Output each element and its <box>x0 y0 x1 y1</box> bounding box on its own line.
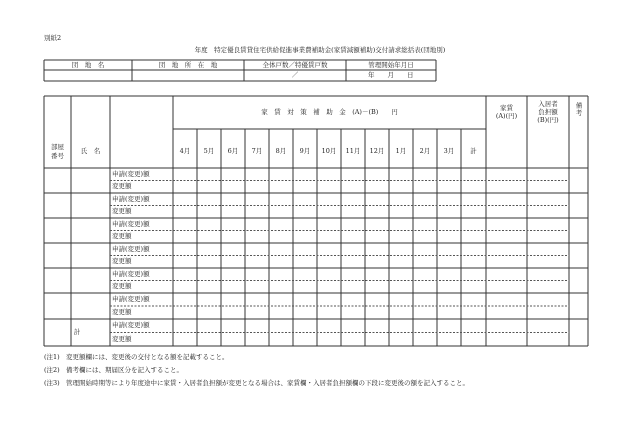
month-header: 7月 <box>251 147 263 155</box>
month-header: 1月 <box>395 147 407 155</box>
row-request-label: 申請(変更)額 <box>112 170 150 178</box>
row-change-label: 変更額 <box>112 232 132 240</box>
month-header-total: 計 <box>470 147 477 155</box>
rent-heading: 家賃 (A)(円) <box>495 104 518 121</box>
row-change-label: 変更額 <box>112 182 132 190</box>
note-1-label: (注1) <box>44 353 60 361</box>
unit-count-slash: ／ <box>291 71 299 79</box>
tenant-name-heading: 氏 名 <box>80 147 101 155</box>
note-3-label: (注3) <box>44 379 60 387</box>
note-3-text: 管理開始時期等により年度途中に家賃・入居者負担額が変更となる場合は、家賃欄・入居者負担額欄の下段に変更後の額を記入すること。 <box>66 379 469 387</box>
subsidy-heading: 家 賃 対 策 補 助 金 (A)－(B) 円 <box>261 108 398 116</box>
note-2-text: 備考欄には、期届区分を記入すること。 <box>66 366 183 374</box>
month-header: 6月 <box>227 147 239 155</box>
row-request-label: 申請(変更)額 <box>112 195 150 203</box>
month-header: 12月 <box>369 147 385 155</box>
total-label: 計 <box>73 328 81 336</box>
note-1-text: 変更額欄には、変更後の交付となる額を記載すること。 <box>66 353 229 361</box>
header-estate-name: 団 地 名 <box>71 61 105 69</box>
document-title: 年度 特定優良賃貸住宅供給促進事業費補助金(家賃減額補助)交付請求総括表(団地別) <box>194 46 446 54</box>
month-header: 5月 <box>203 147 215 155</box>
row-request-label: 申請(変更)額 <box>112 245 150 253</box>
row-request-label: 申請(変更)額 <box>112 220 150 228</box>
month-header: 2月 <box>419 147 431 155</box>
row-request-label: 申請(変更)額 <box>112 321 150 329</box>
header-estate-location: 団 地 所 在 地 <box>158 61 218 69</box>
row-request-label: 申請(変更)額 <box>112 270 150 278</box>
month-header: 8月 <box>275 147 287 155</box>
row-change-label: 変更額 <box>112 282 132 290</box>
row-change-label: 変更額 <box>112 308 132 316</box>
note-2-label: (注2) <box>44 366 60 374</box>
row-change-label: 変更額 <box>112 207 132 215</box>
row-request-label: 申請(変更)額 <box>112 295 150 303</box>
room-number-heading: 部屋 番号 <box>51 143 64 160</box>
month-header: 11月 <box>345 147 361 155</box>
date-template: 年 月 日 <box>368 71 414 79</box>
row-change-label: 変更額 <box>112 257 132 265</box>
month-header: 3月 <box>443 147 455 155</box>
tenant-burden-heading: 入居者 負担額 (B)(円) <box>537 100 559 125</box>
header-management-start-date: 管理開始年月日 <box>368 61 414 69</box>
document-reference: 別紙2 <box>44 34 62 42</box>
row-change-label: 変更額 <box>112 335 132 343</box>
remarks-heading: 備考 <box>574 102 583 117</box>
month-header: 9月 <box>299 147 311 155</box>
month-header: 4月 <box>179 147 191 155</box>
month-header: 10月 <box>321 147 337 155</box>
header-unit-counts: 全体戸数／特優賃戸数 <box>262 61 328 69</box>
